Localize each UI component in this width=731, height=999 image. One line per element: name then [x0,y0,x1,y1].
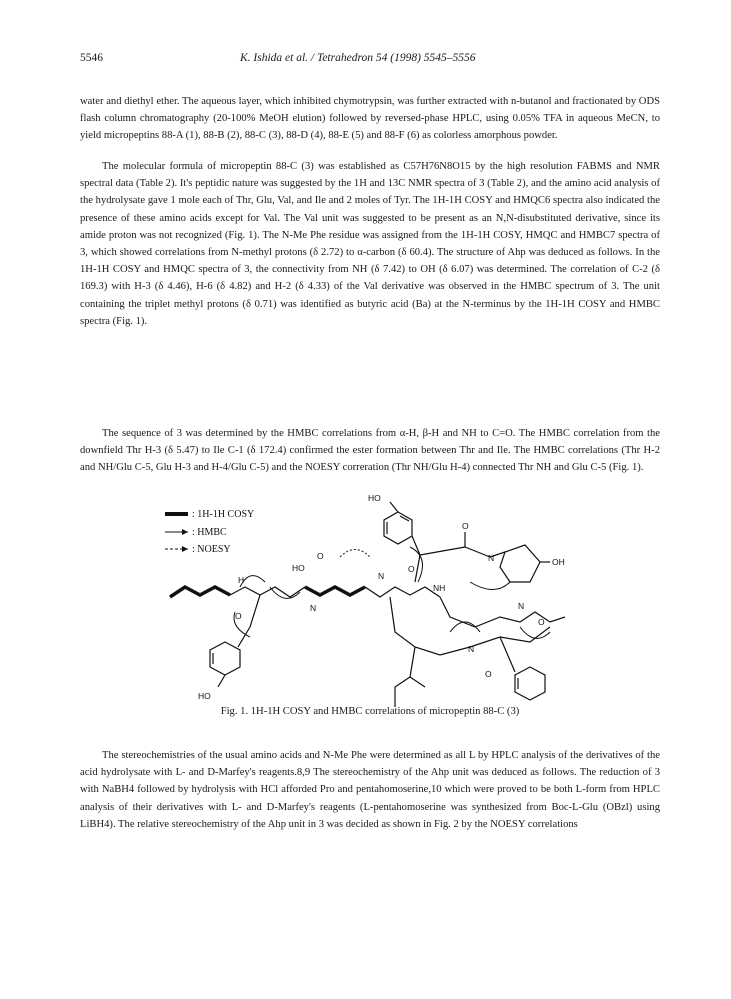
figure-legend [165,509,254,555]
atom-nh-3: NH [433,583,446,593]
paragraph-2 [80,158,660,330]
atom-ho-acid: HO [292,563,305,573]
hmbc-arrow-icon [182,529,188,535]
legend-hmbc: : HMBC [192,527,227,538]
atom-o-ahp: O [462,521,469,531]
atom-nh-1: H [238,575,245,585]
ile-side-chain [395,647,425,707]
atom-ho-top: HO [368,493,381,503]
paragraph-4-text: The stereochemistries of the usual amino acids and N-Me Phe were determined as all L by HPLC analysis of the derivatives of the acid hydrolysate with L- and D-Marfey's reagents.8,9 The stereochemistry of the Ahp unit was deduced as follows. The reduction of 3 with NaBH4 followed by hydrolysis with HCl afforded Pro and pentahomoserine,10 which were proved to be both L-form from HPLC analysis of their derivatives with L- and D-Marfey's reagents (L-pentahomoserine was synthesized from Boc-L-Glu (OBzl) using LiBH4). The relative stereochemistry of the Ahp unit in 3 was decided as shown in Fig. 2 by the NOESY correlations [80,750,660,830]
atom-o-1: O [235,611,242,621]
noesy-correlation [340,550,370,558]
atom-n-ahp: N [488,553,495,563]
cosy-glu-chain [305,587,365,595]
phenyl-ring [500,637,545,700]
running-head: K. Ishida et al. / Tetrahedron 54 (1998) 5545–5556 [240,52,476,64]
legend-cosy: : 1H-1H COSY [192,509,255,520]
atom-o-3: O [408,564,415,574]
page-number: 5546 [80,52,103,64]
atom-ho-bottom: HO [198,691,211,701]
figure-caption: Fig. 1. 1H-1H COSY and HMBC correlations of micropeptin 88-C (3) [220,706,520,717]
atom-o-acid: O [317,551,324,561]
atom-n-val: N [518,601,525,611]
legend-noesy: : NOESY [192,544,231,555]
atom-oh-right: OH [552,557,565,567]
atom-n-2: N [310,603,317,613]
tyrosine-ring-bottom [210,595,260,687]
paragraph-3-text: The sequence of 3 was determined by the HMBC correlations from α-H, β-H and NH to C=O. The HMBC correlation from the downfield Thr H-3 (δ 5.47) to Ile C-1 (δ 172.4) confirmed the ester formation between Thr and Ile. The HMBC correlations (Thr H-2 and NH/Glu C-5, Glu H-3 and H-4/Glu C-5) and the NOESY correration (Thr NH/Glu H-4) connected Thr NH and Glu C-5 (Fig. 1). [80,428,660,474]
atom-nh-thr: N [378,571,385,581]
cosy-ba-chain [170,587,230,597]
ahp-ring [420,532,550,582]
atom-o-mephe: O [485,669,492,679]
atom-o-val: O [538,617,545,627]
paragraph-3 [80,425,660,477]
paragraph-1-text: water and diethyl ether. The aqueous layer, which inhibited chymotrypsin, was further extracted with n-butanol and fractionated by ODS flash column chromatography (20-100% MeOH elution) followed by reversed-phase HPLC, using 0.05% TFA in aqueous MeCN, to yield micropeptins 88-A (1), 88-B (2), 88-C (3), 88-D (4), 88-E (5) and 88-F (6) as colorless amorphous powder. [80,96,660,142]
paragraph-1 [80,93,660,145]
paragraph-4 [80,747,660,833]
structure-diagram [150,487,590,727]
figure-1 [150,487,590,727]
noesy-arrow-icon [182,546,188,552]
page-header [80,52,720,68]
atom-n-mephe: N [468,644,475,654]
paragraph-2-text: The molecular formula of micropeptin 88-C (3) was established as C57H76N8O15 by the high resolution FABMS and NMR spectral data (Table 2). It's peptidic nature was suggested by the 1H and 13C NMR spectra of 3 (Table 2), and the amino acid analysis of the hydrolysate gave 1 mole each of Thr, Glu, Val, and Ile and 2 moles of Tyr. The 1H-1H COSY and HMQC6 spectra also indicated the presence of these amino acids except for Val. The Val unit was suggested to be present as an N,N-disubstituted derivative, since its amide proton was not recognized (Fig. 1). The N-Me Phe residue was assigned from the 1H-1H COSY, HMQC and HMBC7 spectra of 3, which showed correlations from N-methyl protons (δ 2.72) to α-carbon (δ 60.4). The structure of Ahp was deduced as follows. In the 1H-1H COSY and HMQC spectra of 3, the connectivity from NH (δ 7.42) to OH (δ 6.07) was determined. The correlation of C-2 (δ 169.3) with H-3 (δ 4.46), H-6 (δ 4.82) and H-2 (δ 4.33) of the Val derivative was observed in the HMBC spectrum of 3. The unit containing the triplet methyl protons (δ 0.71) was identified as butyric acid (Ba) at the N-terminus by the 1H-1H COSY and HMBC spectra (Fig. 1). [80,161,660,327]
